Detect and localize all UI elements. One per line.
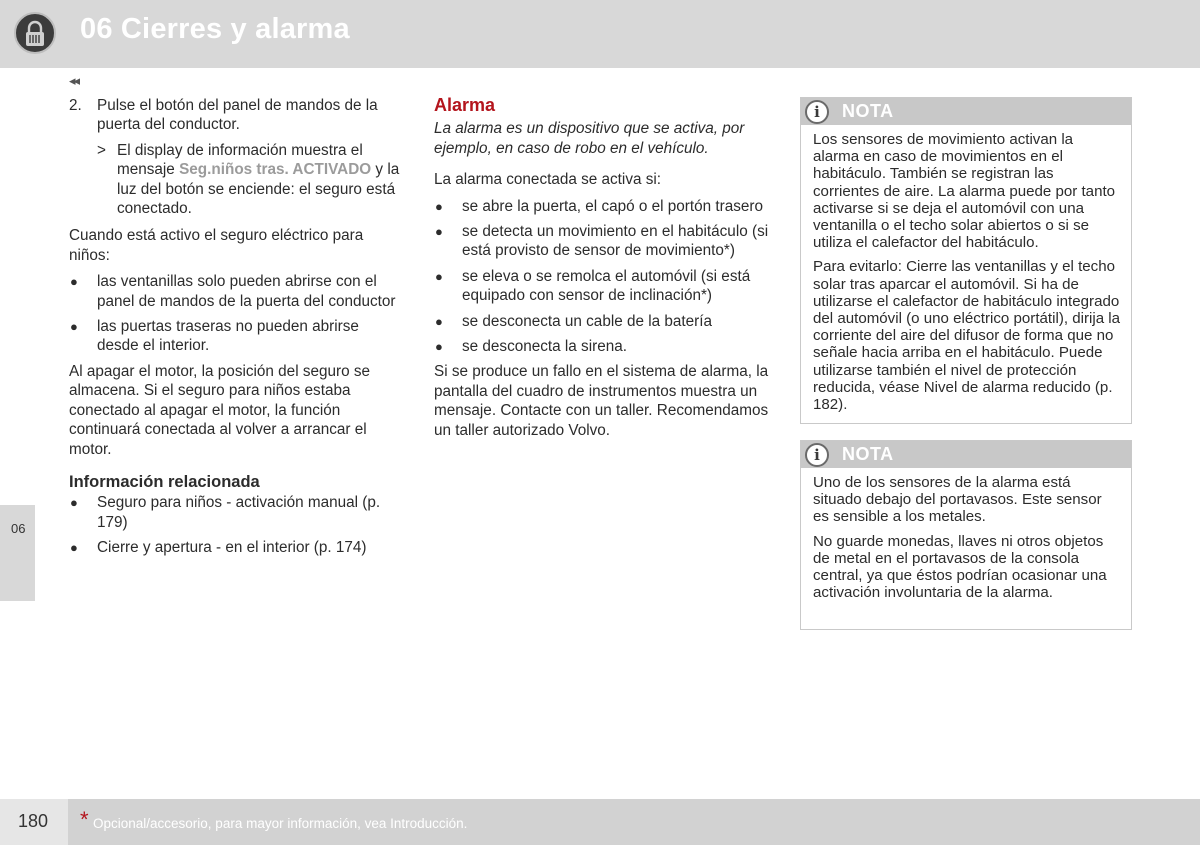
display-message: Seg.niños tras. ACTIVADO — [179, 161, 372, 179]
related-link-text: Cierre y apertura - en el interior (p. 174) — [97, 539, 367, 557]
bullet-icon: ● — [70, 495, 78, 511]
note-body — [801, 125, 1131, 413]
note-label: NOTA — [842, 444, 894, 464]
bullet-icon: ● — [70, 274, 78, 290]
note-paragraph: Los sensores de movimiento activan la alarma en caso de movimientos en el habitáculo. También se registran las corrientes de aire. La alarma puede por tanto activarse si se deja el automóvil con una ventanilla o el techo solar abiertos o si se utiliza el calefactor del habitáculo. — [813, 131, 1116, 252]
list-item-text: se desconecta un cable de la batería — [462, 312, 713, 330]
column-left — [69, 96, 403, 564]
list-item — [434, 267, 769, 306]
result-text-post: y la luz del botón se enciende: el seguro está conectado. — [117, 161, 400, 218]
trigger-list — [434, 197, 769, 357]
footnote-text: Opcional/accesorio, para mayor información, vea Introducción. — [93, 816, 468, 831]
engine-paragraph: Al apagar el motor, la posición del seguro se almacena. Si el seguro para niños estaba conectado al apagar el motor, la función continuará conectada al volver a arrancar el motor. — [69, 362, 371, 458]
note-box — [800, 97, 1132, 424]
note-header — [801, 98, 1131, 125]
step-text: Pulse el botón del panel de mandos de la puerta del conductor. — [97, 97, 378, 134]
note-paragraph: Para evitarlo: Cierre las ventanillas y el techo solar tras aparcar el automóvil. Si ha de utilizarse el calefactor de habitáculo integrado del automóvil (o uno eléctrico portátil), dirija la corriente del aire del difusor de forma que no señale hacia arriba en el habitáculo. Puede utilizarse también el nivel de protección reducida, véase Nivel de alarma reducido (p. 182). — [813, 258, 1121, 414]
list-item-text: se detecta un movimiento en el habitáculo (si está provisto de sensor de movimiento*) — [462, 223, 769, 260]
trigger-intro: La alarma conectada se activa si: — [434, 171, 662, 189]
chapter-icon-box — [0, 0, 68, 68]
section-title: Alarma — [434, 95, 496, 115]
related-info-list — [69, 493, 403, 557]
related-link[interactable] — [69, 493, 403, 532]
page-number: 180 — [18, 811, 49, 831]
section-intro: La alarma es un dispositivo que se activa, por ejemplo, en caso de robo en el vehículo. — [434, 120, 745, 157]
chapter-side-tab[interactable] — [0, 505, 35, 601]
bullet-icon: ● — [435, 198, 443, 214]
step-result — [69, 141, 403, 219]
list-item-text: se abre la puerta, el capó o el portón trasero — [462, 197, 764, 215]
list-item-text: se eleva o se remolca el automóvil (si está equipado con sensor de inclinación*) — [462, 267, 751, 305]
bullet-icon: ● — [435, 224, 443, 240]
info-icon: i — [805, 443, 829, 467]
note-header — [801, 441, 1131, 468]
footnote-asterisk: * — [80, 807, 89, 832]
bullet-icon: ● — [435, 339, 443, 355]
note-body — [801, 468, 1131, 601]
note-paragraph: No guarde monedas, llaves ni otros objetos de metal en el portavasos de la consola central, ya que éstos podrían ocasionar una activación involuntaria de la alarma. — [813, 532, 1107, 602]
lock-icon — [14, 12, 56, 54]
chapter-title: 06 Cierres y alarma — [80, 13, 350, 45]
related-link-text: Seguro para niños - activación manual (p. 179) — [97, 494, 381, 531]
result-text-pre: El display de información muestra el mensaje — [117, 141, 363, 179]
column-middle — [434, 96, 769, 447]
active-intro: Cuando está activo el seguro eléctrico para niños: — [69, 227, 364, 264]
info-icon: i — [805, 100, 829, 124]
list-item — [69, 317, 403, 356]
note-label: NOTA — [842, 101, 894, 121]
bullet-icon: ● — [435, 268, 443, 284]
note-box — [800, 440, 1132, 630]
list-item-text: se desconecta la sirena. — [462, 338, 627, 356]
related-info-heading: Información relacionada — [69, 472, 260, 491]
list-item-text: las puertas traseras no pueden abrirse desde el interior. — [97, 318, 359, 355]
bullet-icon: ● — [70, 540, 78, 556]
note-paragraph: Uno de los sensores de la alarma está situado debajo del portavasos. Este sensor es sensible a los metales. — [813, 474, 1102, 526]
chapter-side-tab-label: 06 — [11, 521, 26, 536]
list-item-text: las ventanillas solo pueden abrirse con el panel de mandos de la puerta del conductor — [97, 273, 396, 310]
fault-paragraph: Si se produce un fallo en el sistema de alarma, la pantalla del cuadro de instrumentos muestra un mensaje. Contacte con un taller. Recomendamos un taller autorizado Volvo. — [434, 363, 769, 439]
active-bullet-list — [69, 272, 403, 356]
procedure-step — [69, 96, 403, 135]
list-item — [434, 197, 769, 216]
list-item — [69, 272, 403, 311]
previous-page-icon[interactable]: ◂◂ — [69, 73, 79, 88]
related-link[interactable] — [69, 538, 403, 557]
bullet-icon: ● — [435, 313, 443, 329]
list-item — [434, 222, 769, 261]
bullet-icon: ● — [70, 319, 78, 335]
step-number: 2. — [69, 97, 82, 114]
list-item — [434, 312, 769, 331]
result-marker: > — [97, 141, 106, 159]
list-item — [434, 337, 769, 356]
